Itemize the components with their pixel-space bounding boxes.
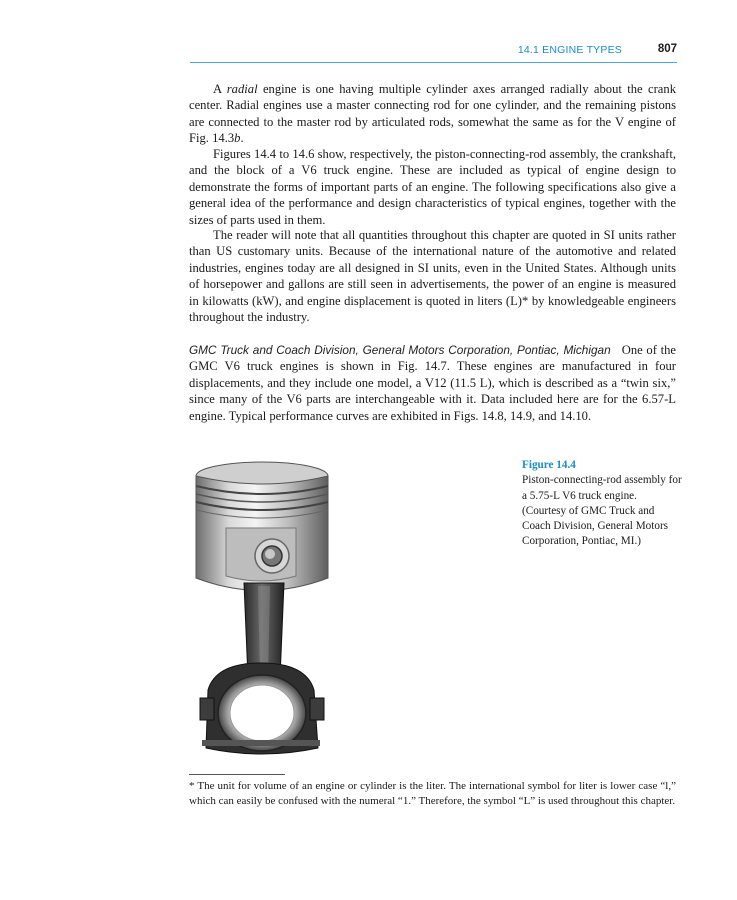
p1-radial-term: radial [226, 82, 258, 96]
running-head [190, 44, 677, 63]
p1-fig-ref: b [234, 131, 241, 146]
gmc-paragraph-text: One of the GMC V6 truck engines is shown in Fig. 14.7. These engines are manufactured in four displacements, and they include one model, a V12 (11.5 L), which is described as a “twin six,” since many of the V6 parts are interchangeable with it. Data included here are for the 6.57-L engine. Typical performance curves are exhibited in Figs. 14.8, 14.9, and 14.10. [189, 343, 676, 423]
footnote-divider [189, 774, 285, 775]
piston-connecting-rod-image [186, 458, 336, 763]
p1-end: . [240, 131, 244, 146]
figure-caption-text: Piston-connecting-rod assembly for a 5.75-L V6 truck engine. (Courtesy of GMC Truck and Coach Division, General Motors Corporation, Pontiac, MI.) [522, 474, 682, 548]
paragraph-si-units: The reader will note that all quantities throughout this chapter are quoted in SI units rather than US customary units. Because of the international nature of the automotive and related industries, engines today are all designed in SI units, even in the United States. Although units of horsepower and gallons are still seen in advertisements, the power of an engine is measured in kilowatts (kW), and engine displacement is quoted in liters (L)* by knowledgeable engineers throughout the industry. [189, 228, 676, 325]
paragraph-gmc [189, 342, 676, 424]
p1-pre: A [213, 82, 227, 96]
section-label: 14.1 ENGINE TYPES [517, 44, 622, 56]
footnote: * The unit for volume of an engine or cylinder is the liter. The international symbol for liter is lower case “l,” which can easily be confused with the numeral “1.” Therefore, the symbol “L” is used throughout this chapter. [189, 780, 676, 808]
page-number: 807 [657, 43, 677, 55]
gmc-run-in-heading: GMC Truck and Coach Division, General Motors Corporation, Pontiac, Michigan [189, 343, 611, 357]
paragraph-radial-engine [189, 81, 676, 147]
paragraph-figures: Figures 14.4 to 14.6 show, respectively, the piston-connecting-rod assembly, the crankshaft, and the block of a V6 truck engine. These are included as typical of engine design to demonstrate the forms of important parts of an engine. The following specifications also give a general idea of the performance and design characteristics of typical engines, together with the sizes of parts used in them. [189, 147, 676, 227]
p1-post: engine is one having multiple cylinder axes arranged radially about the crank center. Radial engines use a master connecting rod for one cylinder, and the remaining pistons are connected to the master rod by articulated rods, somewhat the same as for the V engine of Fig. 14.3 [189, 82, 676, 146]
figure-caption [522, 458, 682, 550]
figure-label: Figure 14.4 [522, 459, 576, 471]
